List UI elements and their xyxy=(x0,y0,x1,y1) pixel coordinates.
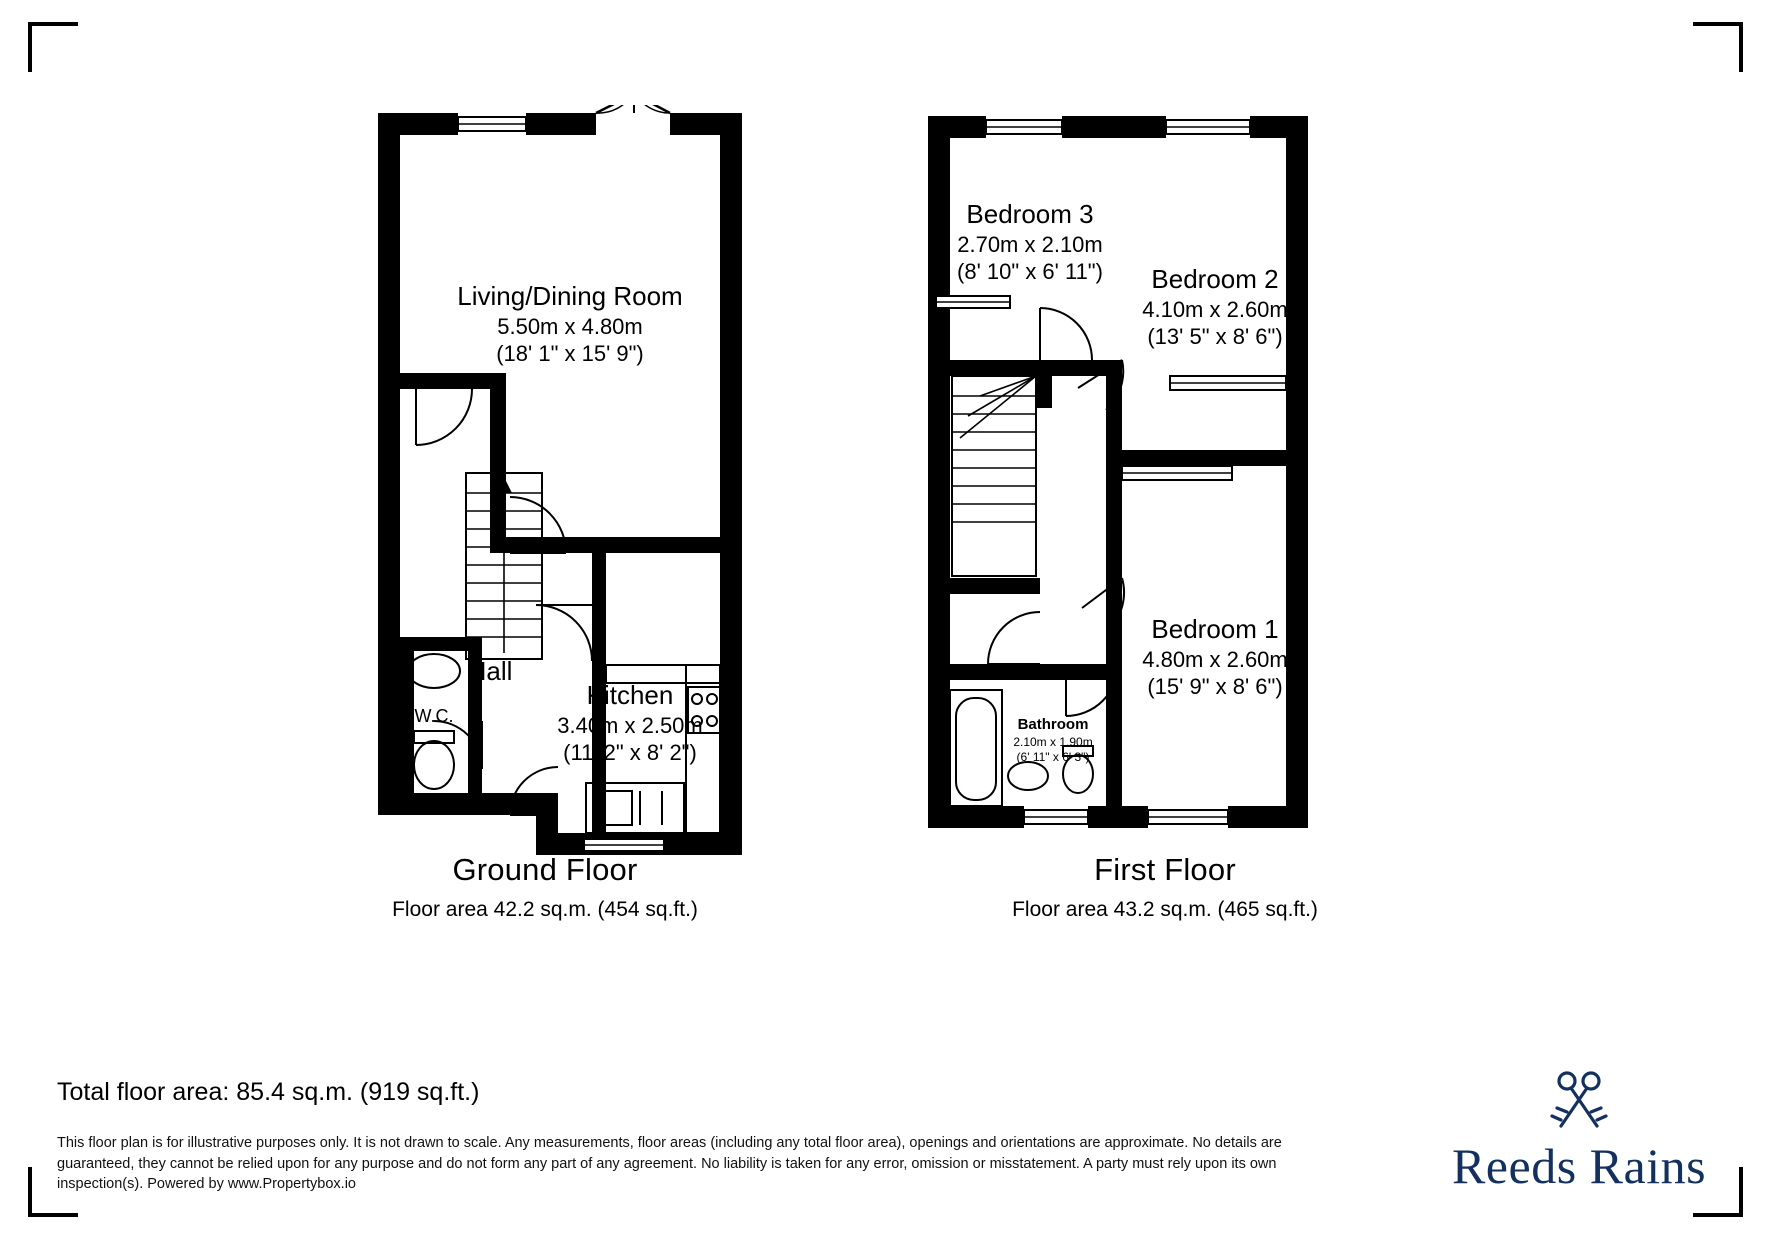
brand-name: Reeds Rains xyxy=(1451,1138,1707,1194)
total-floor-area: Total floor area: 85.4 sq.m. (919 sq.ft.) xyxy=(57,1078,480,1106)
ground-floor-caption xyxy=(285,852,805,922)
room-label-kitchen: Kitchen 3.40m x 2.50m (11' 2" x 8' 2") xyxy=(557,680,703,765)
crop-mark-top-right xyxy=(1693,22,1743,72)
crossed-keys-icon xyxy=(1539,1068,1619,1134)
first-floor-caption xyxy=(905,852,1425,922)
first-floor-plan xyxy=(920,108,1380,948)
room-label-bedroom-1: Bedroom 1 4.80m x 2.60m (15' 9" x 8' 6") xyxy=(1142,614,1288,699)
crop-mark-top-left xyxy=(28,22,78,72)
brand-logo xyxy=(1429,1068,1729,1195)
ground-floor-plan xyxy=(370,105,850,955)
room-label-hall: Hall xyxy=(467,656,513,686)
ground-floor-title: Ground Floor xyxy=(452,852,638,887)
disclaimer-text: This floor plan is for illustrative purposes only. It is not drawn to scale. Any measurements, floor areas (including any total floor area), openings and orientations are approximate. No details are guaranteed, they cannot be relied upon for any purpose and do not form any part of any agreement. No liability is taken for any error, omission or misstatement. A party must rely upon its own inspection(s). Powered by www.Propertybox.io xyxy=(57,1135,1282,1193)
ground-floor-area: Floor area 42.2 sq.m. (454 sq.ft.) xyxy=(392,898,698,921)
first-floor-title: First Floor xyxy=(1094,852,1236,887)
room-label-bedroom-3: Bedroom 3 2.70m x 2.10m (8' 10" x 6' 11") xyxy=(957,199,1103,284)
first-floor-area: Floor area 43.2 sq.m. (465 sq.ft.) xyxy=(1012,898,1318,921)
ground-floor-drawing xyxy=(370,105,850,955)
room-label-wc: W.C. xyxy=(414,706,454,726)
room-label-living-dining: Living/Dining Room 5.50m x 4.80m (18' 1" x 15' 9") xyxy=(457,281,683,366)
room-label-bedroom-2: Bedroom 2 4.10m x 2.60m (13' 5" x 8' 6") xyxy=(1142,264,1288,349)
room-label-bathroom: Bathroom 2.10m x 1.90m (6' 11" x 6' 3") xyxy=(1013,716,1093,764)
